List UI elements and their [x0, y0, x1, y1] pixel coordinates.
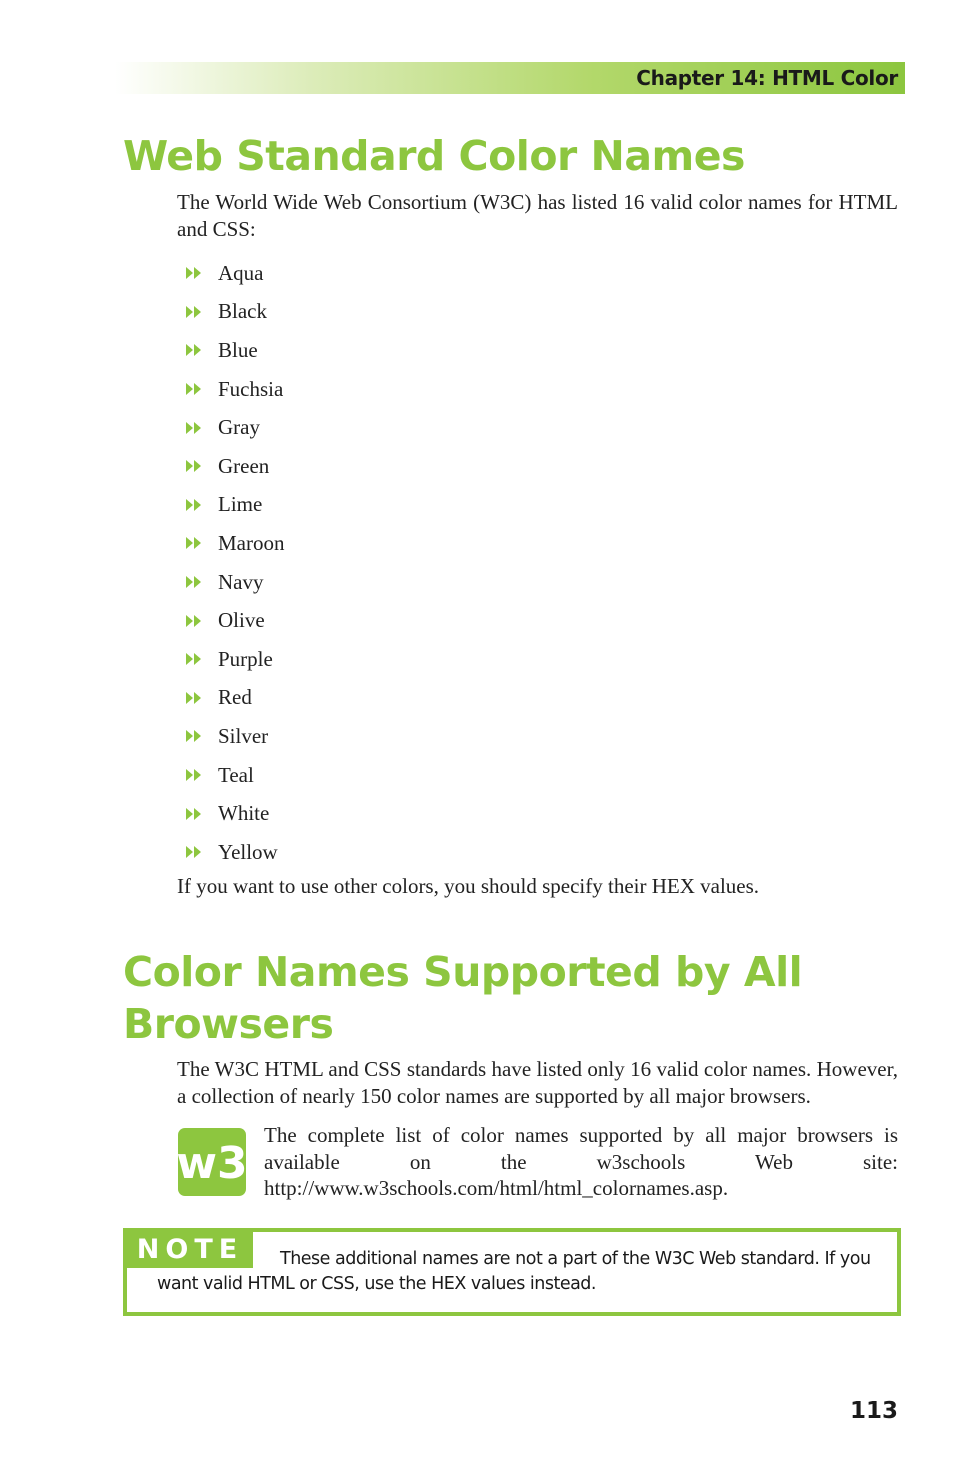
color-names-list — [185, 254, 285, 872]
note-text: These additional names are not a part of the W3C Web standard. If you want valid HTML or CSS, use the HEX values instead. — [157, 1249, 871, 1294]
section1-outro: If you want to use other colors, you should specify their HEX values. — [177, 874, 760, 898]
double-chevron-right-icon — [185, 807, 203, 821]
page-number: 113 — [849, 1398, 898, 1424]
double-chevron-right-icon — [185, 498, 203, 512]
color-name: Yellow — [218, 839, 278, 864]
double-chevron-right-icon — [185, 305, 203, 319]
color-list-item — [185, 640, 285, 679]
double-chevron-right-icon — [185, 421, 203, 435]
color-name: Black — [218, 299, 267, 324]
section2-paragraph: The W3C HTML and CSS standards have listed only 16 valid color names. However, a collection of nearly 150 color names are supported by all major browsers. — [177, 1057, 898, 1108]
color-list-item — [185, 254, 285, 293]
color-list-item — [185, 486, 285, 525]
section-heading-color-names-supported — [123, 946, 802, 1050]
heading-line-2: Browsers — [123, 1000, 334, 1048]
double-chevron-right-icon — [185, 729, 203, 743]
color-list-item — [185, 331, 285, 370]
section1-intro: The World Wide Web Consortium (W3C) has listed 16 valid color names for HTML and CSS: — [177, 190, 898, 241]
color-name: White — [218, 801, 270, 826]
color-list-item — [185, 447, 285, 486]
note-label: NOTE — [127, 1232, 253, 1268]
svg-text:w3: w3 — [178, 1138, 246, 1189]
color-name: Purple — [218, 646, 273, 671]
color-name: Red — [218, 685, 252, 710]
color-list-item — [185, 408, 285, 447]
double-chevron-right-icon — [185, 575, 203, 589]
color-name: Silver — [218, 723, 269, 748]
color-list-item — [185, 563, 285, 602]
double-chevron-right-icon — [185, 459, 203, 473]
double-chevron-right-icon — [185, 266, 203, 280]
color-name: Maroon — [218, 530, 285, 555]
color-name: Lime — [218, 492, 263, 517]
color-list-item — [185, 370, 285, 409]
color-name: Green — [218, 453, 270, 478]
color-name: Olive — [218, 608, 265, 633]
chapter-title: Chapter 14: HTML Color — [636, 66, 898, 90]
double-chevron-right-icon — [185, 845, 203, 859]
heading-line-1: Color Names Supported by All — [123, 948, 803, 996]
color-list-item — [185, 794, 285, 833]
color-name: Teal — [218, 762, 254, 787]
double-chevron-right-icon — [185, 652, 203, 666]
color-list-item — [185, 679, 285, 718]
double-chevron-right-icon — [185, 536, 203, 550]
color-list-item — [185, 601, 285, 640]
color-name: Blue — [218, 337, 258, 362]
color-list-item — [185, 524, 285, 563]
double-chevron-right-icon — [185, 382, 203, 396]
double-chevron-right-icon — [185, 343, 203, 357]
color-name: Navy — [218, 569, 264, 594]
color-list-item — [185, 833, 285, 872]
double-chevron-right-icon — [185, 614, 203, 628]
color-list-item — [185, 756, 285, 795]
color-name: Aqua — [218, 260, 264, 285]
double-chevron-right-icon — [185, 768, 203, 782]
w3schools-reference: The complete list of color names supported by all major browsers is available on the w3schools Web site: http://www.w3schools.com/html/html_colornames.asp. — [264, 1123, 898, 1200]
section-heading-web-standard-color-names: Web Standard Color Names — [123, 132, 745, 180]
double-chevron-right-icon — [185, 691, 203, 705]
color-name: Fuchsia — [218, 376, 284, 401]
note-box — [123, 1228, 901, 1316]
color-list-item — [185, 717, 285, 756]
color-name: Gray — [218, 415, 260, 440]
color-list-item — [185, 293, 285, 332]
w3schools-logo-icon — [178, 1128, 246, 1196]
